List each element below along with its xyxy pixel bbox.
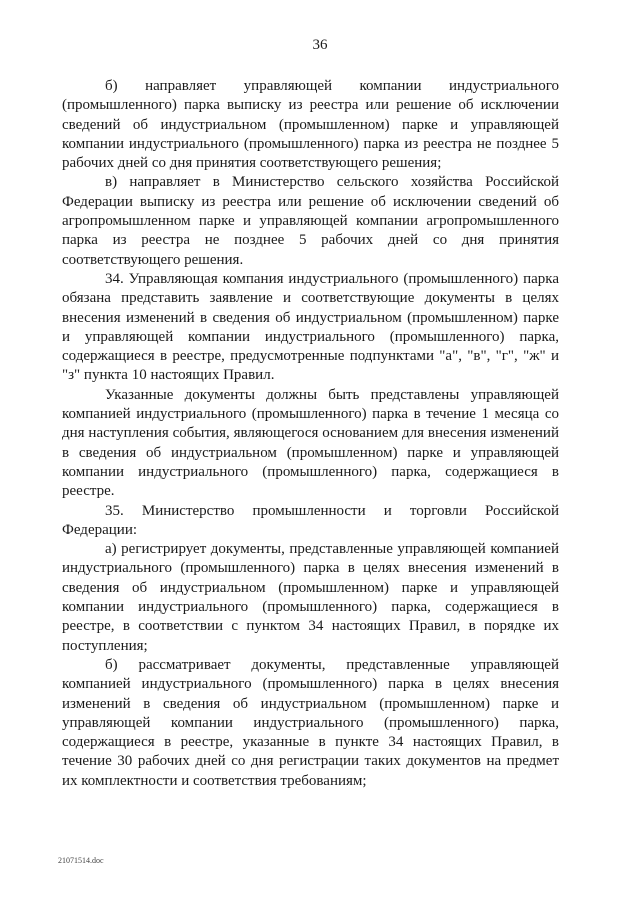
paragraph-35-a-registers: а) регистрирует документы, представленные управляющей компанией индустриального (промышленного) парка в целях внесения изменений в сведения об индустриальном (промышленном) парке и управляющей компании индустриального (промышленного) парка, содержащиеся в реестре, в соответствии с пунктом 34 настоящих Правил, в порядке их поступления; <box>62 541 559 654</box>
paragraph-35-heading: 35. Министерство промышленности и торговли Российской Федерации: <box>62 502 559 538</box>
paragraph-35-b-reviews: б) рассматривает документы, представленные управляющей компанией индустриального (промышленного) парка в целях внесения изменений в сведения об индустриальном (промышленном) парке и управляющей компании индустриального (промышленного) парка, содержащиеся в реестре, указанные в пункте 34 настоящих Правил, в течение 30 рабочих дней со дня регистрации таких документов на предмет их комплектности и соответствия требованиям; <box>62 656 559 789</box>
paragraph-34-obligation: 34. Управляющая компания индустриального (промышленного) парка обязана представить заявление и соответствующие документы в целях внесения изменений в сведения об индустриальном (промышленном) парке и управляющей компании индустриального (промышленного) парка, содержащиеся в реестре, предусмотренные подпунктами "а", "в", "г", "ж" и "з" пункта 10 настоящих Правил. <box>62 270 559 384</box>
document-body <box>62 77 559 791</box>
paragraph-v-send-to-ministry: в) направляет в Министерство сельского хозяйства Российской Федерации выписку из реестра или решение об исключении сведений об агропромышленном парке и управляющей компании агропромышленного парка из реестра не позднее 5 рабочих дней со дня принятия соответствующего решения. <box>62 174 559 268</box>
paragraph-34-deadline: Указанные документы должны быть представлены управляющей компанией индустриального (промышленного) парка в течение 1 месяца со дня наступления события, являющегося основанием для внесения изменений в сведения об индустриальном (промышленном) парке и управляющей компании индустриального (промышленного) парка, содержащиеся в реестре. <box>62 386 559 500</box>
paragraph-b-send-extract: б) направляет управляющей компании индустриального (промышленного) парка выписку из реестра или решение об исключении сведений об индустриальном (промышленном) парке и управляющей компании индустриального (промышленного) парка из реестра не позднее 5 рабочих дней со дня принятия соответствующего решения; <box>62 78 559 172</box>
document-file-code: 21071514.doc <box>58 856 104 865</box>
page-number: 36 <box>312 37 328 53</box>
